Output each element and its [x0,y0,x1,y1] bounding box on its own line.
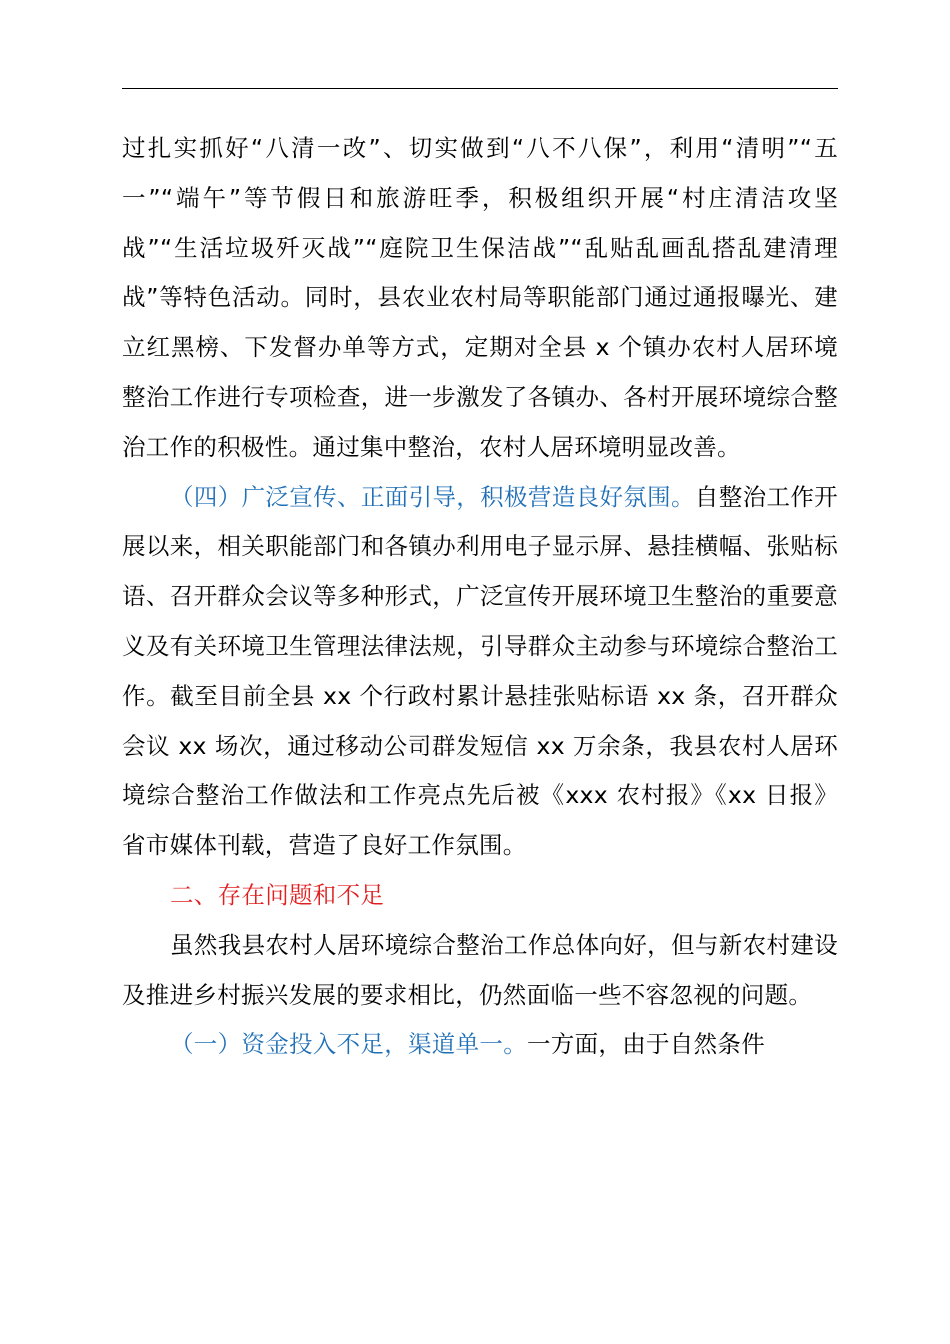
paragraph-text: 自整治工作开展以来，相关职能部门和各镇办利用电子显示屏、悬挂横幅、张贴标语、召开群众会议等多种形式，广泛宣传开展环境卫生整治的重要意义及有关环境卫生管理法律法规，引导群众主动参与环境综合整治工作。截至目前全县 xx 个行政村累计悬挂张贴标语 xx 条，召开群众会议 xx 场次，通过移动公司群发短信 xx 万余条，我县农村人居环境综合整治工作做法和工作亮点先后被《xxx 农村报》《xx 日报》省市媒体刊载，营造了良好工作氛围。 [122,482,838,860]
paragraph-publicity [122,473,838,871]
section-title: 二、存在问题和不足 [170,880,385,909]
subsection-heading: （一）资金投入不足，渠道单一。 [170,1030,527,1059]
paragraph-text: 一方面，由于自然条件 [527,1030,765,1059]
paragraph-text: 过扎实抓好“八清一改”、切实做到“八不八保”，利用“清明”“五一”“端午”等节假日和旅游旺季，积极组织开展“村庄清洁攻坚战”“生活垃圾歼灭战”“庭院卫生保洁战”“乱贴乱画乱搭乱建清理战”等特色活动。同时，县农业农村局等职能部门通过通报曝光、建立红黑榜、下发督办单等方式，定期对全县 x 个镇办农村人居环境整治工作进行专项检查，进一步激发了各镇办、各村开展环境综合整治工作的积极性。通过集中整治，农村人居环境明显改善。 [122,134,838,461]
paragraph-problems-intro [122,921,838,1021]
header-rule [122,88,838,89]
paragraph-text: 虽然我县农村人居环境综合整治工作总体向好，但与新农村建设及推进乡村振兴发展的要求相比，仍然面临一些不容忽视的问题。 [122,930,838,1009]
document-body [122,124,838,1070]
paragraph-continuation [122,124,838,473]
section-heading [122,871,838,921]
paragraph-funding [122,1020,838,1070]
subsection-heading: （四）广泛宣传、正面引导，积极营造良好氛围。 [170,482,695,511]
